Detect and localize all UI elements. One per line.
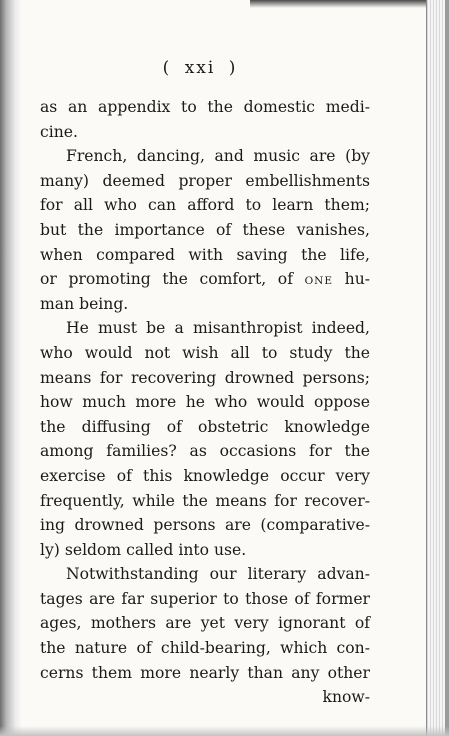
- text-line: means for recovering drowned persons;: [40, 368, 370, 387]
- text-line: among families? as occasions for the: [40, 442, 370, 461]
- text-line: cine.: [40, 122, 78, 141]
- body-text: [40, 95, 370, 710]
- bottom-page-edge: [0, 726, 449, 736]
- text-line: how much more he who would oppose: [40, 393, 370, 412]
- text-line: [40, 267, 370, 292]
- text-line: who would not wish all to study the: [40, 343, 370, 362]
- text-line: cerns them more nearly than any other: [40, 663, 370, 682]
- text-line: many) deemed proper embellishments: [40, 171, 370, 190]
- catchword: know-: [322, 688, 370, 707]
- text-line: Notwithstanding our literary advan-: [66, 565, 370, 584]
- text-line: but the importance of these vanishes,: [40, 220, 370, 239]
- text-line: ly) seldom called into use.: [40, 540, 247, 559]
- text-line: He must be a misanthropist indeed,: [66, 319, 370, 338]
- text-line: ages, mothers are yet very ignorant of: [40, 614, 370, 633]
- top-page-edge: [250, 0, 449, 8]
- text-line: for all who can afford to learn them;: [40, 196, 370, 215]
- text-line: the diffusing of obstetric knowledge: [40, 417, 370, 436]
- cover-edge: [445, 0, 449, 736]
- text-line: as an appendix to the domestic medi-: [40, 98, 370, 116]
- text-line: frequently, while the means for recover-: [40, 491, 370, 510]
- text-line: tages are far superior to those of former: [40, 589, 370, 608]
- binding-shadow: [0, 0, 22, 736]
- text-line: the nature of child-bearing, which con-: [40, 639, 370, 658]
- text-line: French, dancing, and music are (by: [66, 147, 370, 166]
- small-caps-word: ONE: [304, 275, 334, 288]
- text-line: man being.: [40, 294, 129, 313]
- text-fragment: hu-: [333, 270, 371, 289]
- text-line: exercise of this knowledge occur very: [40, 466, 370, 485]
- text-line: ing drowned persons are (comparative-: [40, 516, 370, 535]
- text-line: when compared with saving the life,: [40, 245, 370, 264]
- page-number: ( xxi ): [162, 58, 238, 78]
- text-fragment: or promoting the comfort, of: [40, 270, 305, 289]
